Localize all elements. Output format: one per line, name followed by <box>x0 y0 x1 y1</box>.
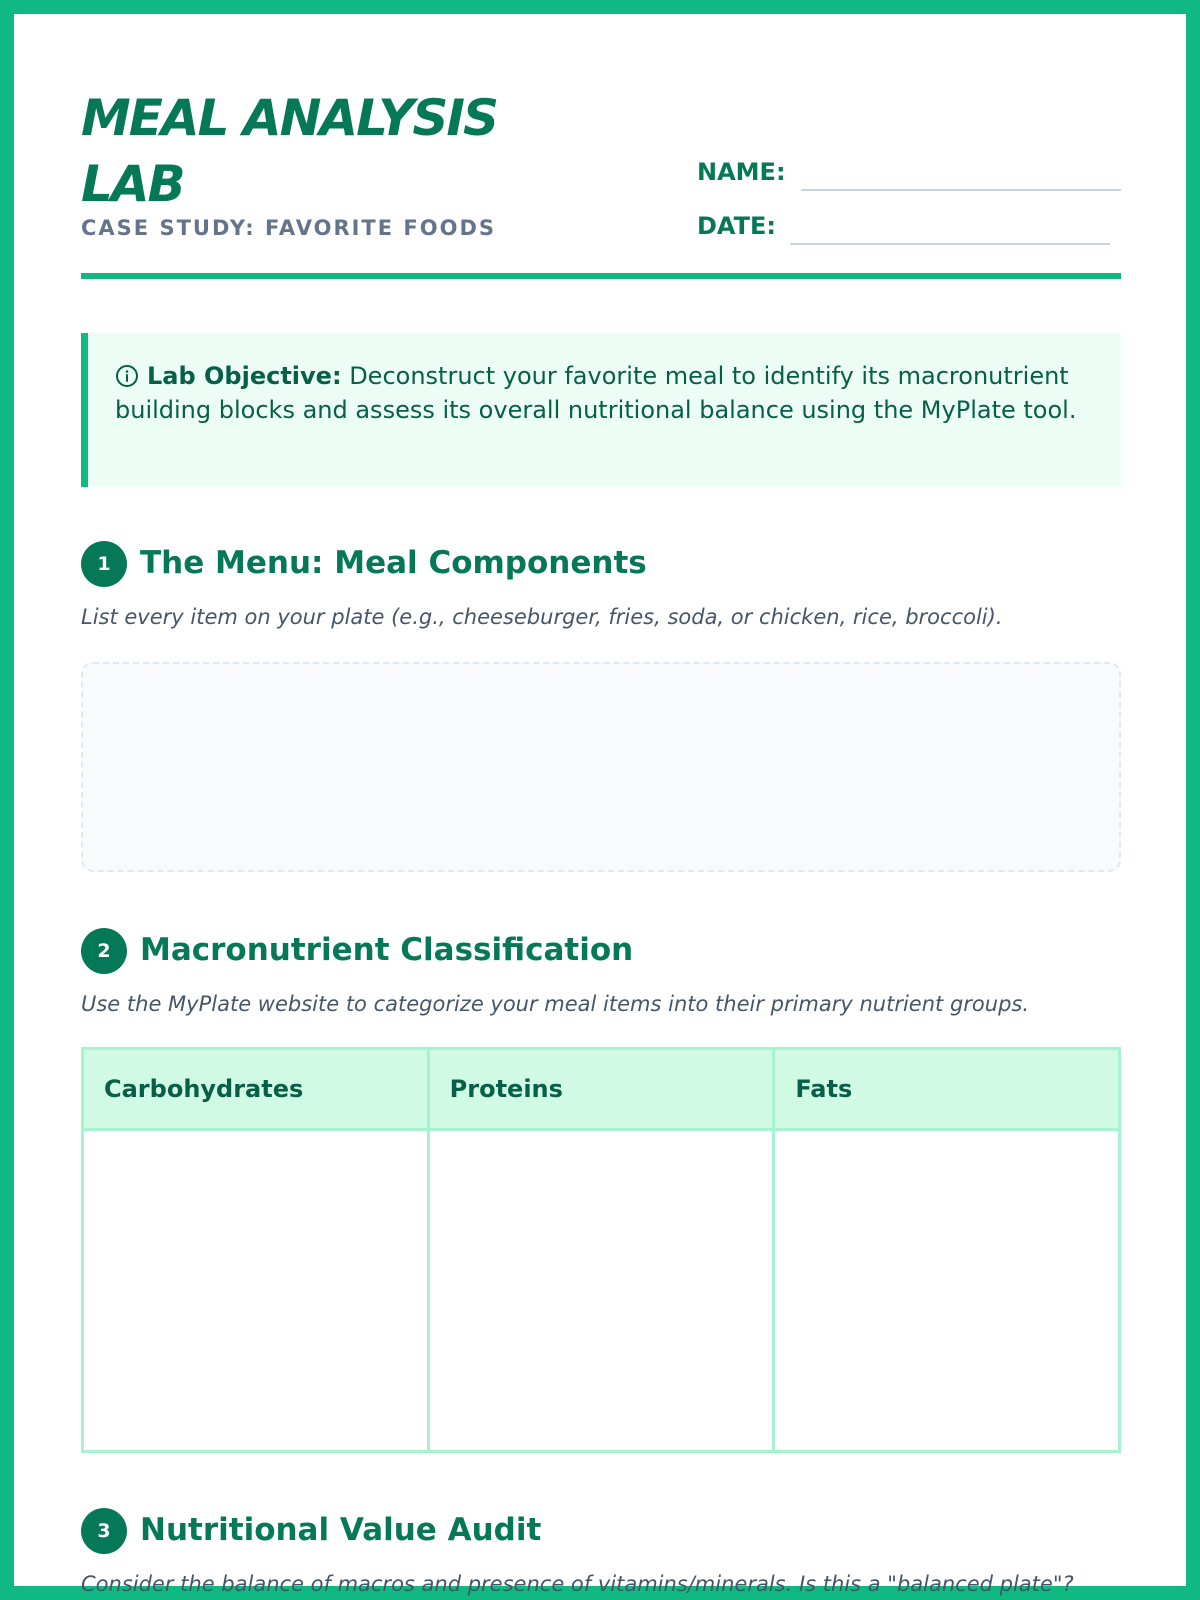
name-field[interactable] <box>801 189 1121 191</box>
section-1-number-badge: 1 <box>81 541 127 587</box>
info-icon <box>115 364 139 388</box>
column-header-carbohydrates: Carbohydrates <box>83 1049 429 1130</box>
header-divider <box>81 273 1121 279</box>
objective-label: Lab Objective: <box>147 362 342 390</box>
meal-components-input[interactable] <box>81 662 1121 872</box>
column-header-fats: Fats <box>774 1049 1120 1130</box>
column-header-proteins: Proteins <box>428 1049 774 1130</box>
table-header-row <box>83 1049 1120 1130</box>
table-row <box>83 1130 1120 1452</box>
carbohydrates-cell[interactable] <box>83 1130 429 1452</box>
section-1-instruction: List every item on your plate (e.g., cheeseburger, fries, soda, or chicken, rice, broccoli). <box>81 605 1003 629</box>
section-2-instruction: Use the MyPlate website to categorize your meal items into their primary nutrient groups. <box>81 992 1030 1016</box>
section-3-title: Nutritional Value Audit <box>140 1512 542 1548</box>
header <box>81 0 1121 282</box>
section-2-number-badge: 2 <box>81 928 127 974</box>
macronutrient-table <box>81 1047 1121 1453</box>
lab-objective-callout <box>81 333 1121 487</box>
section-3-number-badge: 3 <box>81 1508 127 1554</box>
date-label: DATE: <box>697 212 776 240</box>
section-2-title: Macronutrient Classification <box>140 932 634 968</box>
proteins-cell[interactable] <box>428 1130 774 1452</box>
section-1-title: The Menu: Meal Components <box>140 545 647 581</box>
objective-text: Deconstruct your favorite meal to identify its macronutrient building blocks and assess its overall nutritional balance using the MyPlate tool. <box>115 362 1077 424</box>
worksheet <box>81 0 1121 1596</box>
date-field[interactable] <box>790 243 1110 245</box>
fats-cell[interactable] <box>774 1130 1120 1452</box>
section-3-instruction: Consider the balance of macros and presence of vitamins/minerals. Is this a "balanced plate"? <box>81 1572 1074 1596</box>
page-title: MEAL ANALYSIS LAB <box>81 89 498 213</box>
name-label: NAME: <box>697 158 786 186</box>
page-subtitle: CASE STUDY: FAVORITE FOODS <box>81 216 497 240</box>
